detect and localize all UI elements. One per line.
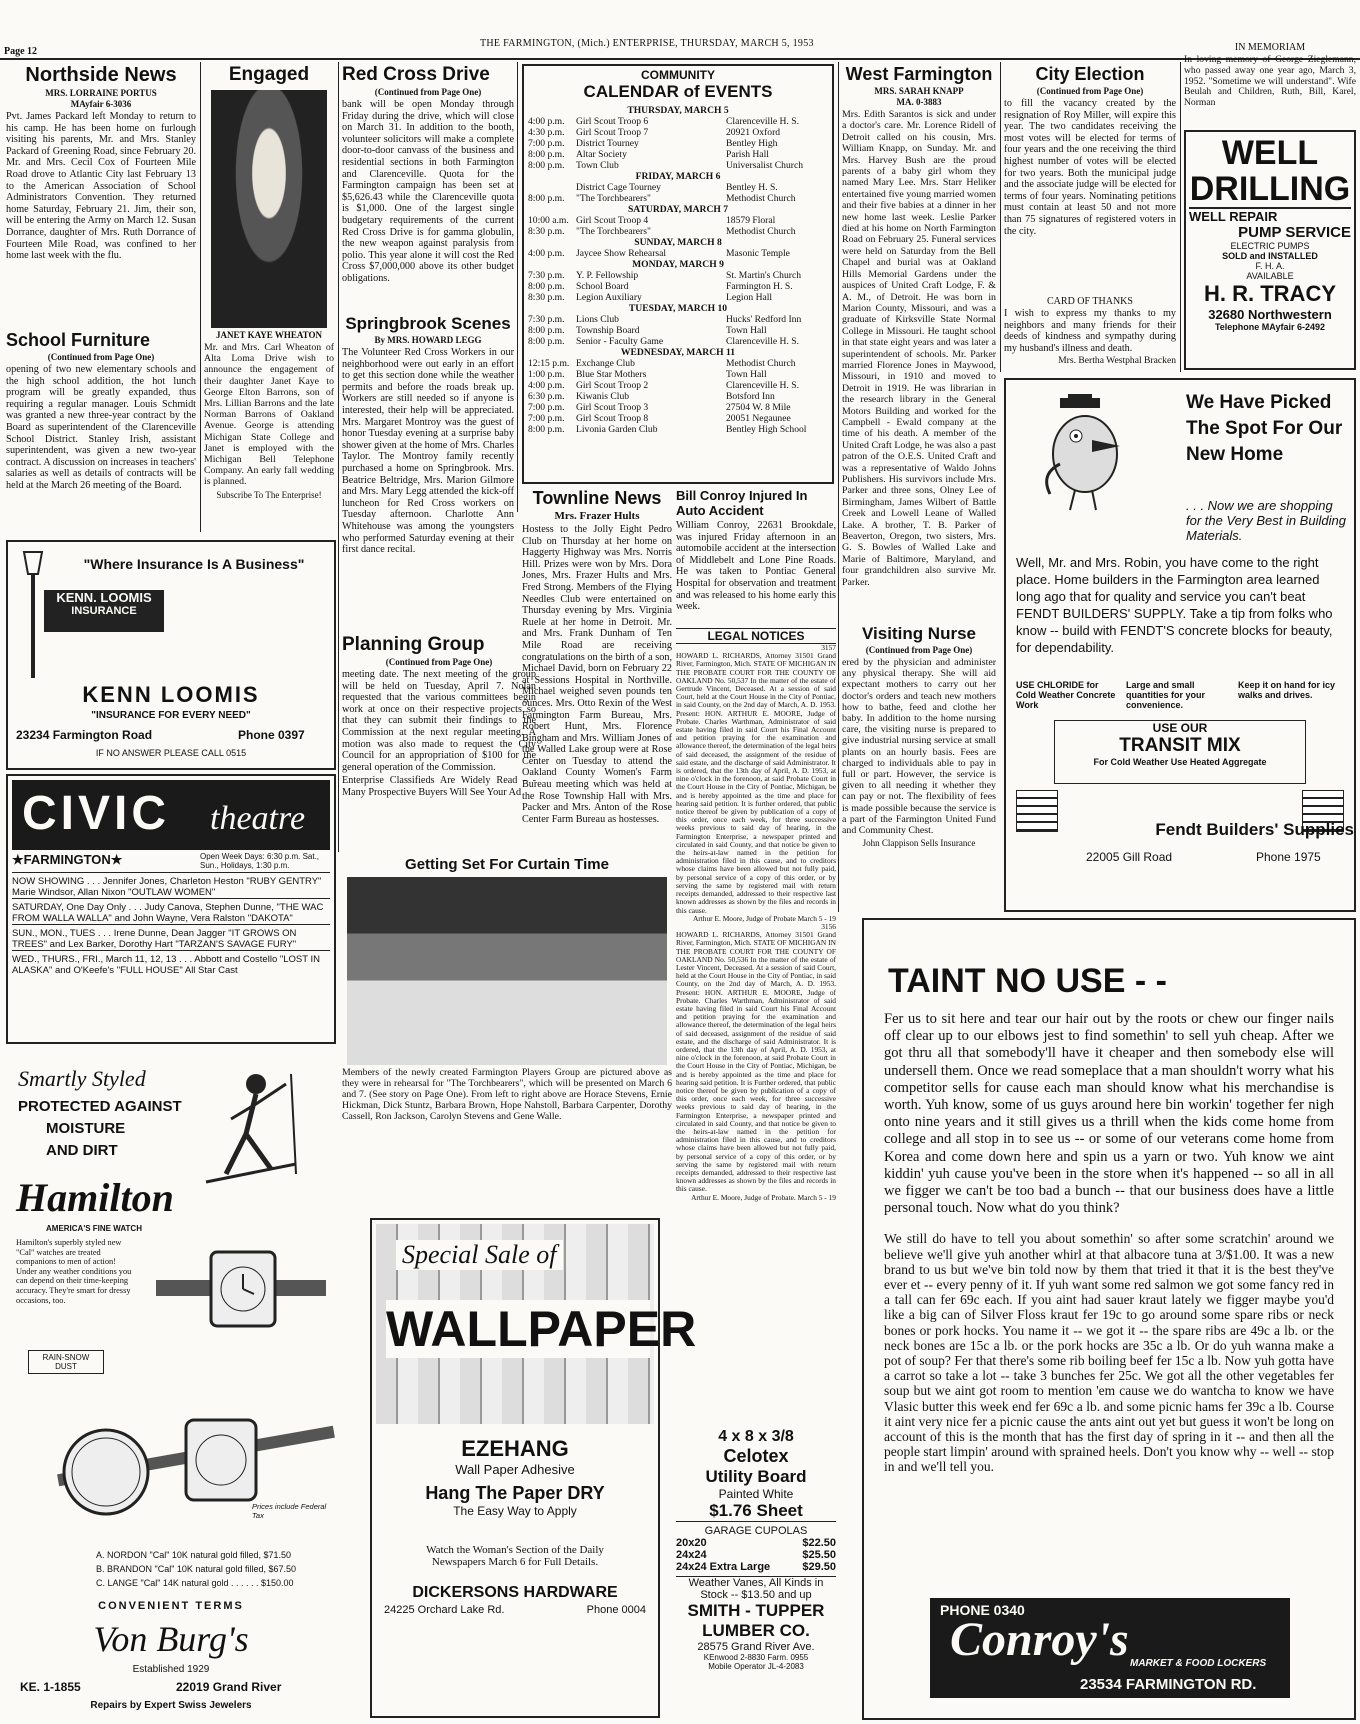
dickersons-phone: Phone 0004 <box>586 1604 646 1616</box>
planning-body: meeting date. The next meeting of the group will be held on Tuesday, April 7. Nolan requested that the various committees begin work at once on their respective projects so that they can submit their findings to the Commission at the next regular meeting. A motion was also made to request the City Council for an appropriation of $100 for the general operation of the Commission. <box>342 669 536 773</box>
newspaper-dateline: THE FARMINGTON, (Mich.) ENTERPRISE, THURSDAY, MARCH 5, 1953 <box>480 38 814 49</box>
wallpaper-special: Special Sale of <box>396 1240 563 1270</box>
townline-body: Hostess to the Jolly Eight Pedro Club on Thursday at her home on Haggerty Highway was Mrs. Norris Hill. Prizes were won by Mrs. Dora Jones, Mrs. Frazer Hults and Mrs. Fred Strong. Members of the Flying Needles Club were entertained on Thursday evening by Mrs. Virginia Ruele at her home in Detroit. Mr. and Mrs. Frank Dunham of Ten Mile Road are receiving congratulations on the birth of a son, Michael David, born on February 22 at Sessions Hospital in Northville. Michael weighed seven pounds ten ounces. Mrs. Otto Rexin of the West Farmington Farm Bureau, Mrs. Robert Hunt, Mrs. Florence Bingham and Mrs. William Jones of the Walled Lake group were at Rose Center on Tuesday to attend the Oakland County Women's Farm Bureau meeting which was held at the Rose Township Hall with Mrs. Packer and Mrs. Anton of the Rose Center Farm Bureau as hostesses. <box>522 524 672 825</box>
calendar-kicker: COMMUNITY <box>641 68 715 82</box>
fendt-builders-ad <box>1004 378 1356 912</box>
civic-banner <box>12 780 330 850</box>
event-place: Bentley H. S. <box>726 182 778 193</box>
townline-title: Townline News <box>532 488 662 508</box>
event-time: 8:00 p.m. <box>528 424 565 435</box>
event-name: Girl Scout Troop 7 <box>576 127 649 138</box>
hamilton-h1: Smartly Styled <box>18 1066 146 1091</box>
smith-tupper-phones: KEnwood 2-8830 Farm. 0955 <box>703 1653 809 1662</box>
event-time: 8:00 p.m. <box>528 281 565 292</box>
conroys-banner <box>930 1598 1290 1698</box>
planning-group <box>342 634 536 834</box>
vonburgs-est: Established 1929 <box>132 1664 210 1675</box>
thanks-title: CARD OF THANKS <box>1047 296 1133 307</box>
fendt-headline: We Have Picked The Spot For Our New Home <box>1186 392 1343 465</box>
loomis-sign <box>44 590 164 632</box>
bird-illustration-icon <box>1030 394 1140 514</box>
conroys-sub: MARKET & FOOD LOCKERS <box>1130 1658 1267 1669</box>
springbrook-byline: By MRS. HOWARD LEGG <box>374 335 482 345</box>
calendar-event-row <box>528 215 828 226</box>
event-place: Bentley High School <box>726 424 807 435</box>
hamilton-desc: Hamilton's superbly styled new "Cal" watches are treated companions to men of action! Under any weather conditions you can depend on their time-keeping accuracy. They're smart for dressy occasions, too. <box>16 1238 132 1305</box>
school-cont: (Continued from Page One) <box>47 352 155 362</box>
cupola-size: 24x24 Extra Large <box>676 1561 771 1573</box>
col-rule <box>517 62 518 512</box>
event-place: 20051 Negaunee <box>726 413 791 424</box>
calendar-event-row <box>528 292 828 303</box>
event-name: District Tourney <box>576 138 639 149</box>
legal-title: LEGAL NOTICES <box>676 628 836 644</box>
event-time: 7:30 p.m. <box>528 270 565 281</box>
garage-cupolas: GARAGE CUPOLAS <box>704 1525 808 1537</box>
convenient-terms: CONVENIENT TERMS <box>98 1600 244 1612</box>
event-name: Girl Scout Troop 6 <box>576 116 649 127</box>
legal-judge-2: Arthur E. Moore, Judge of Probate. March 5 - 19 <box>691 1192 836 1202</box>
northside-body: Pvt. James Packard left Monday to return to his camp. He has been home on furlough visiting his parents, Mr. and Mrs. Stanley Packard of Greening Road, since February 20. Mr. and Mrs. Cecil Cox of Fourteen Mile Road drove to Atlantic City last February 13 to the American Association of School Administrators Convention. They returned home Saturday, February 21. Jim, their son, will be entering the Army on March 12. Susan Dorrance, daughter of Mrs. Ruth Dorrance of Fourteen Mile Road, was confined to her home last week with the flu. <box>6 111 196 262</box>
thanks-body: I wish to express my thanks to my neighbors and many friends for their deeds of kindness and sympathy during my husband's illness and death. <box>1004 308 1176 354</box>
well-line8: AVAILABLE <box>1246 271 1294 281</box>
loomis-ad <box>6 540 336 770</box>
westfarm-phone: MA. 0-3883 <box>896 97 942 107</box>
vonburgs-phone: KE. 1-1855 <box>20 1680 81 1694</box>
legal-notices <box>676 628 836 1423</box>
event-time: 4:30 p.m. <box>528 127 565 138</box>
fendt-address: 22005 Gill Road <box>1086 850 1173 864</box>
hamilton-brand: Hamilton <box>16 1175 174 1220</box>
calendar-event-row <box>528 182 828 193</box>
event-place: 18579 Floral <box>726 215 776 226</box>
clappison-line: John Clappison Sells Insurance <box>862 838 976 849</box>
conroys-phone: PHONE 0340 <box>940 1602 1025 1618</box>
curtain-caption: Members of the newly created Farmington Players Group are pictured above as they were in rehearsal for "The Torchbearers", which will be presented on March 6 and 7. (See story on Page One). From left to right above are Horace Stevens, Ernie Hickman, Dick Stuntz, Barbara Brown, Hope Nahstoll, Barbara Carpenter, Dorothy Cassell, Ron Jackson, Carolyn Stevens and Gene Walle. <box>342 1067 672 1122</box>
ezehang-brand: EZEHANG <box>461 1436 569 1461</box>
calendar-event-row <box>528 281 828 292</box>
loomis-slogan: "Where Insurance Is A Business" <box>83 556 305 572</box>
masthead <box>0 38 1360 56</box>
taint-p2: We still do have to tell you about somethin' so after some scratchin' around we believe we'll give yuh another whirl at that albacore tuna at 3/$1.00. It was a new brand to us but we've bin told now by them that tried it that it is the best they've ever et -- every penny of it. If yuh want some red salmon we got some fancy red in a tall can fer 69c each. If you aint had sauer kraut lately we figger maybe you'd like a big can of Silver Floss kraut fer 19c to go around some spare ribs or neck bones or pork hocks. You name it -- we got it -- the spare ribs are 49c a lb. or the neck bones are 15c a lb. or the pork hocks are 35c a lb. Or do yuh wanna make a pot of soup? Fer that there's some rib boiling beef fer 15c a lb. Now yuh gotta have a carrot so take a lot -- take 3 bunches fer 25c. We got all the other vegetables fer soup but we aint got room to mention 'em cause we do wantcha to know we have Vlasic butter this week end fer 69c a lb. and some picnic hams fer 39c a lb. Course it aint very nice fer a picnic cause the ants aint out yet but guess it won't be long on account of this is the month that has the first day of spring in it -- and then all the people start limpin' around with sprained heels. Don't you know why -- well -- stop in and we'll tell you. <box>884 1231 1334 1475</box>
watch-item-b: B. BRANDON "Cal" 10K natural gold filled, $67.50 <box>96 1564 296 1574</box>
event-time <box>528 182 576 193</box>
fendt-name: Fendt Builders' Supplies <box>1155 820 1354 839</box>
event-name: "The Torchbearers" <box>576 193 651 204</box>
event-place: Clarenceville H. S. <box>726 116 799 127</box>
northside-phone: MAyfair 6-3036 <box>70 99 132 109</box>
calendar-event-row <box>528 424 828 435</box>
col-rule <box>200 62 201 532</box>
cupola-row <box>676 1549 836 1561</box>
civic-subtitle: theatre <box>210 800 306 837</box>
well-address: 32680 Northwestern <box>1208 307 1332 322</box>
calendar-event-row <box>528 248 828 259</box>
event-time: 8:30 p.m. <box>528 292 565 303</box>
memoriam-title: IN MEMORIAM <box>1234 42 1306 53</box>
event-place: St. Martin's Church <box>726 270 802 281</box>
calendar-event-row <box>528 391 828 402</box>
legal-notice-1: HOWARD L. RICHARDS, Attorney 31501 Grand River, Farmington, Mich. STATE OF MICHIGAN IN THE PROBATE COURT FOR THE COUNTY OF OAKLAND No. 50,537 In the matter of the estate of Gertrude Vincent, Deceased. At a session of said Court, held at the Court House in the City of Pontiac, in said County, on the 2nd day of March, A. D. 1953. Present: HON. ARTHUR E. MOORE, Judge of Probate. Charles Warthman, Administrator of said estate having filed in said Court his Final Account and petition praying for the examination and allowance thereof, the determination of the legal heirs of said deceased, the assignment of the residue of said estate, and the discharge of said Administrator. It is ordered, that the 13th day of April, A. D. 1953, at nine o'clock in the forenoon, at said Probate Court in the Court House in the City of Pontiac, Michigan, be and is hereby appointed as the time and place for hearing said petition. It is further ordered, that public notice thereof be given by publication of a copy of this order, once each week, for three successive weeks previous to said day of hearing, in the Farmington Enterprise, a newspaper printed and circulated in said County, and that notice be given to the heirs-at-law named in the petition for administration filed in this cause, and to creditors whose claims have been allowed but not fully paid, by personal service of a copy of this order, or by serving the same by registered mail with return receipts demanded, addressed to their respective last known addresses as shown by the files and records in this cause. <box>676 651 836 915</box>
event-name: School Board <box>576 281 629 292</box>
celotex-product: Utility Board <box>705 1467 807 1486</box>
calendar-event-row <box>528 358 828 369</box>
card-of-thanks <box>1004 296 1176 374</box>
loomis-name: KENN LOOMIS <box>82 682 260 707</box>
taint-title: TAINT NO USE - - <box>888 962 1167 1000</box>
fendt-col2: Large and small quantities for your convenience. <box>1126 680 1206 710</box>
transit-line2: TRANSIT MIX <box>1119 735 1241 756</box>
event-time: 1:00 p.m. <box>528 369 565 380</box>
event-time: 7:00 p.m. <box>528 413 565 424</box>
event-place: Masonic Temple <box>726 248 790 259</box>
springbrook-title: Springbrook Scenes <box>345 314 511 333</box>
event-name: Livonia Garden Club <box>576 424 658 435</box>
celotex-painted: Painted White <box>718 1487 794 1501</box>
dickersons-name: DICKERSONS HARDWARE <box>412 1584 618 1601</box>
event-time: 4:00 p.m. <box>528 248 565 259</box>
cupola-list <box>676 1537 836 1573</box>
well-line1: WELL <box>1221 134 1319 172</box>
vonburgs-repairs: Repairs by Expert Swiss Jewelers <box>90 1700 252 1711</box>
cupola-size: 20x20 <box>676 1537 707 1549</box>
well-name: H. R. TRACY <box>1204 281 1336 306</box>
event-name: Girl Scout Troop 8 <box>576 413 649 424</box>
conroy-accident <box>676 488 836 628</box>
calendar-event-row <box>528 336 828 347</box>
dickersons-contact <box>376 1602 654 1618</box>
westfarm-byline: MRS. SARAH KNAPP <box>874 86 964 96</box>
event-place: Clarenceville H. S. <box>726 336 799 347</box>
well-line3: WELL REPAIR <box>1189 209 1278 224</box>
civic-sun-tues: SUN., MON., TUES . . . Irene Dunne, Dean Jagger "IT GROWS ON TREES" and Lex Barker, Dorothy Hart "TARZAN'S SAVAGE FURY" <box>12 928 330 951</box>
event-place: Town Hall <box>726 369 767 380</box>
transit-line3: For Cold Weather Use Heated Aggregate <box>1093 757 1267 767</box>
conroy-title: Bill Conroy Injured In Auto Accident <box>676 488 808 518</box>
calendar-event-row <box>528 138 828 149</box>
engaged-body: Mr. and Mrs. Carl Wheaton of Alta Loma Drive wish to announce the engagement of their daughter Janet Kaye to George Elton Barrons, son of Mrs. Lillian Barrons and the late Norman Barrons of Oakland Avenue. George is attending Michigan State College and Janet is employed with the Michigan Bell Telephone Company. An early fall wedding is planned. <box>204 342 334 488</box>
event-place: Methodist Church <box>726 358 796 369</box>
calendar-day-heading: FRIDAY, MARCH 6 <box>635 171 721 182</box>
legal-num-1: 3157 <box>821 643 836 652</box>
page-number: Page 12 <box>4 46 38 57</box>
election-cont: (Continued from Page One) <box>1036 86 1144 96</box>
calendar-day-heading: MONDAY, MARCH 9 <box>632 259 724 270</box>
smith-tupper-ad <box>676 1428 836 1720</box>
loomis-address: 23234 Farmington Road <box>16 728 153 742</box>
event-name: Jaycee Show Rehearsal <box>576 248 667 259</box>
calendar-event-row <box>528 149 828 160</box>
in-memoriam <box>1184 42 1356 128</box>
calendar-event-row <box>528 380 828 391</box>
engagement-photo <box>211 90 327 328</box>
redcross-title: Red Cross Drive <box>342 64 490 85</box>
engaged <box>204 64 334 534</box>
event-time: 7:30 p.m. <box>528 314 565 325</box>
hamilton-brandsub: AMERICA'S FINE WATCH <box>46 1224 142 1233</box>
calendar-day-heading: THURSDAY, MARCH 5 <box>627 105 729 116</box>
calendar-event-row <box>528 369 828 380</box>
transit-line1: USE OUR <box>1152 721 1208 735</box>
adhesive-line: Wall Paper Adhesive <box>455 1462 575 1477</box>
springbrook-body: The Volunteer Red Cross Workers in our neighborhood were out early in an effort to get this section done while the weather permits and before the roads break up. Workers are still needed so if anyone is interested, their help will be appreciated. Mrs. Margaret Montroy was the guest of honor Tuesday evening at a surprise baby shower given at the home of Mrs. Charles Taylor. The Montroy family recently purchased a home on Springbrook. Mrs. Beatrice Beltridge, Mrs. Marion Gilmore and Mrs. Mary Legg attended the kick-off luncheon for Red Cross workers on Tuesday afternoon. Charlotte Ann Whitehouse was among the youngsters who performed Saturday evening at their first dance recital. <box>342 347 514 556</box>
event-time: 10:00 a.m. <box>528 215 569 226</box>
well-line6: SOLD and INSTALLED <box>1222 251 1318 261</box>
event-time: 6:30 p.m. <box>528 391 565 402</box>
event-name: Exchange Club <box>576 358 635 369</box>
vonburgs-address: 22019 Grand River <box>176 1680 282 1694</box>
celotex-brand: Celotex <box>723 1446 789 1466</box>
hamilton-vonburgs-ad <box>6 1060 336 1720</box>
col-rule <box>1180 62 1181 372</box>
rain-snow-dust-badge: RAIN-SNOW DUST <box>28 1350 104 1374</box>
skier-illustration-icon <box>176 1064 326 1194</box>
westfarm-body: Mrs. Edith Sarantos is sick and under a doctor's care. Mr. Lorence Ridell of Detroit called on his cousin, Mrs. William Knapp, on Sunday. Mr. and Mrs. Harvey Bush are the proud parents of a baby girl whom they named Mary Lee. Mrs. Starr Heliker entertained five young married women and their five babies at a dinner in her new home last week. Leslie Parker died at his home on North Farmington Road on February 25. Funeral services were held on Saturday from the Bell Chapel and burial was at Oakland Hills Memorial Gardens under the auspices of United Craft Lodge, F. & A. M., of Detroit. He was born in Marion County, Missouri, and was a graduate of Kirksville State Normal College in Missouri. He taught school in that state eight years and was later a superintendent of schools. Mr. Parker married Florence Jones in Maywood, Missouri, in 1910 and moved to Detroit in 1919. He was librarian in the research library in the General Motors Building and worked for the Campbell - Ewald company at the time of his death. A member of the United Craft Lodge, he was also a past patron of the O.E.S. United Craft and was a representative of Waldo Johns Publishers. His survivors include Mrs. Parker and three sons, Olney Lee of Birmingham, James Wilbert of Battle Creek and Lowell Leane of Walled Lake. A brother, T. B. Parker of Beaverton, Oregon, two sisters, Mrs. G. S. Bowles of Walled Lake and Marie of Baltimore, Maryland, and four grandchildren also survive Mr. Parker. <box>842 109 996 588</box>
transit-mix-box <box>1054 720 1306 784</box>
celotex-size: 4 x 8 x 3/8 <box>718 1428 794 1445</box>
visiting-nurse <box>842 624 996 914</box>
event-time: 8:00 p.m. <box>528 325 565 336</box>
hamilton-h3: MOISTURE <box>46 1120 126 1137</box>
engaged-caption: JANET KAYE WHEATON <box>215 330 323 340</box>
townline-news <box>522 488 672 853</box>
conroy-body: William Conroy, 22631 Brookdale, was injured Friday afternoon in an automobile accident at the intersection of Middlebelt and Lone Pine Roads. He was taken to Pontiac General Hospital for observation and treatment and was released to his home early this week. <box>676 520 836 613</box>
fendt-phone: Phone 1975 <box>1256 850 1321 864</box>
legal-num-2: 3156 <box>821 921 836 931</box>
event-place: Methodist Church <box>726 226 796 237</box>
calendar-day-heading: SUNDAY, MARCH 8 <box>634 237 722 248</box>
calendar-day-heading: SATURDAY, MARCH 7 <box>627 204 729 215</box>
event-place: Clarenceville H. S. <box>726 380 799 391</box>
event-place: Legion Hall <box>726 292 773 303</box>
calendar-event-row <box>528 402 828 413</box>
event-time: 8:00 p.m. <box>528 160 565 171</box>
col-rule <box>1000 62 1001 372</box>
taint-p1: Fer us to sit here and tear our hair out by the roots or chew our finger nails off clear up to our elbows jest to find somethin' to sell yuh cheap. After we got thru all that somebody'll have it cheaper and then somebody else will undersell them. Once we read someplace that a man shouldn't worry what his competitor sells for cause each man should know what his merchandise is worth. Yuh know, some of us guys around here bin workin' together fer nigh onto nine years and it still gives us a thrill when the kids come home from college and all stop in to see us -- or some of our veterans come home from Korea and come down here and spin us a yarn or two. Yuh know we aint kiddin' yuh cause you've been in the store when it's happened -- so all in all we figger we can't be too bad a bunch -- that our business does have a little personal touch. Now what do you think? <box>884 1011 1334 1217</box>
cupola-row <box>676 1561 836 1573</box>
event-place: Parish Hall <box>726 149 769 160</box>
weather-vanes: Weather Vanes, All Kinds in Stock -- $13.50 and up <box>676 1576 836 1601</box>
event-name: Blue Star Mothers <box>576 369 647 380</box>
wallpaper-big: WALLPAPER <box>386 1301 697 1357</box>
classifieds-note: Enterprise Classifieds Are Widely Read - - Many Prospective Buyers Will See Your Ad <box>342 775 536 798</box>
well-drilling-ad <box>1184 130 1356 370</box>
civic-saturday: SATURDAY, One Day Only . . . Judy Canova, Stephen Dunne, "THE WAC FROM WALLA WALLA" and John Wayne, Vera Ralston "DAKOTA" <box>12 902 330 925</box>
event-time: 8:30 p.m. <box>528 226 565 237</box>
dickersons-address: 24225 Orchard Lake Rd. <box>384 1604 505 1616</box>
springbrook-scenes <box>342 314 514 644</box>
watch-item-a: A. NORDON "Cal" 10K natural gold filled, $71.50 <box>96 1550 291 1560</box>
loomis-sign-line2: INSURANCE <box>71 605 137 617</box>
event-name: Y. P. Fellowship <box>576 270 639 281</box>
calendar-day-heading: WEDNESDAY, MARCH 11 <box>620 347 736 358</box>
civic-title: CIVIC <box>22 787 171 840</box>
lamp-post-icon <box>20 548 46 678</box>
fendt-body: Well, Mr. and Mrs. Robin, you have come to the right place. Home builders in the Farmington area learned long ago that for quality and service you can't beat FENDT BUILDERS' SUPPLY. Take a tip from folks who know -- build with FENDT'S concrete blocks for beauty, for dependability. <box>1016 555 1333 655</box>
loomis-phone: Phone 0397 <box>238 728 305 742</box>
calendar-event-row <box>528 226 828 237</box>
watch-item-c: C. LANGE "Cal" 14K natural gold . . . . . . $150.00 <box>96 1578 294 1588</box>
civic-wed-fri: WED., THURS., FRI., March 11, 12, 13 . . . Abbott and Costello "LOST IN ALASKA" and O'Keefe's "FULL HOUSE" All Star Cast <box>12 954 321 976</box>
calendar-event-row <box>528 325 828 336</box>
west-farmington <box>842 64 996 624</box>
calendar-day-heading: TUESDAY, MARCH 10 <box>628 303 728 314</box>
event-name: Lions Club <box>576 314 619 325</box>
engaged-title: Engaged <box>228 64 310 85</box>
well-line7: F. H. A. <box>1255 261 1285 271</box>
event-time: 7:00 p.m. <box>528 138 565 149</box>
fendt-col3: Keep it on hand for icy walks and drives. <box>1238 680 1336 700</box>
conroys-market-ad <box>862 918 1356 1720</box>
calendar-of-events <box>522 64 834 484</box>
hamilton-h4: AND DIRT <box>46 1142 118 1159</box>
redcross-body: bank will be open Monday through Friday during the drive, which will close on March 31. In addition to the booth, volunteer solicitors will make a complete door-to-door canvass of the business and residential sections in both Farmington and Clarenceville. Quota for the Farmington campaign has been set at $5,626.43 while the Clarenceville quota is $1,000. One of the largest single budgetary requirements of the current Red Cross Drive is for gamma globulin, the new weapon against paralysis from polio. This year alone it will cost the Red Cross $7,000,000 above its other budget obligations. <box>342 99 514 284</box>
civic-now-showing: NOW SHOWING . . . Jennifer Jones, Charleton Heston "RUBY GENTRY" Marie Windsor, Allan Nixon "OUTLAW WOMEN" <box>12 876 330 899</box>
watch-note: Watch the Woman's Section of the Daily Newspapers March 6 for Full Details. <box>426 1544 604 1568</box>
city-election <box>1004 64 1176 294</box>
event-time: 4:00 p.m. <box>528 116 565 127</box>
redcross-cont: (Continued from Page One) <box>374 87 482 97</box>
red-cross-drive <box>342 64 514 314</box>
well-line2: DRILLING <box>1189 170 1351 208</box>
event-time: 8:00 p.m. <box>528 193 565 204</box>
calendar-event-row <box>528 193 828 204</box>
watch-a-icon <box>156 1240 326 1340</box>
event-name: Altar Society <box>576 149 627 160</box>
loomis-sign-line1: KENN. LOOMIS <box>56 590 152 605</box>
memoriam-body: In loving memory of George Zieglemann, who passed away one year ago, March 3, 1952. "Sometime we will understand". Wife Beulah and Children, Ruth, Bill, Karel, Norman <box>1184 54 1356 109</box>
northside-title: Northside News <box>25 64 177 86</box>
event-time: 8:00 p.m. <box>528 336 565 347</box>
event-name: Legion Auxiliary <box>576 292 642 303</box>
cupola-size: 24x24 <box>676 1549 707 1561</box>
calendar-event-row <box>528 116 828 127</box>
event-name: Girl Scout Troop 2 <box>576 380 649 391</box>
hang-dry-line: Hang The Paper DRY <box>425 1483 605 1503</box>
election-title: City Election <box>1035 64 1145 84</box>
planning-cont: (Continued from Page One) <box>385 657 493 667</box>
event-time: 7:00 p.m. <box>528 402 565 413</box>
loomis-tag: "INSURANCE FOR EVERY NEED" <box>91 710 251 721</box>
school-body: opening of two new elementary schools and the high school addition, the hot lunch program will be greatly expanded, thus requiring a regular manager. Louis Schmidt was granted a new three-year contract by the Board as superintendent of the Clarenceville School District. Stanley Irish, assistant superintendent, was given a new two-year contract. A discussion on increases in teachers' salaries as well as details of contracts will be held at the March 26 meeting of the Board. <box>6 364 196 491</box>
event-name: District Cage Tourney <box>576 182 661 193</box>
visiting-cont: (Continued from Page One) <box>865 645 973 655</box>
calendar-event-row <box>528 160 828 171</box>
event-place: Hucks' Redford Inn <box>726 314 802 325</box>
legal-notice-2: HOWARD L. RICHARDS, Attorney 31501 Grand River, Farmington, Mich. STATE OF MICHIGAN IN THE PROBATE COURT FOR THE COUNTY OF OAKLAND No. 50,536 In the matter of the estate of Lester Vincent, Deceased. At a session of said Court, held at the Court House in the City of Pontiac, in said County, on the 2nd day of March, A. D. 1953. Present: HON. ARTHUR E. MOORE, Judge of Probate. Charles Warthman, Administrator of said estate having filed in said Court his Final Account and petition praying for the examination and allowance thereof, the determination of the legal heirs of said deceased, assignment of the residue of said estate, and the discharge of said Administrator. It is ordered, that the 13th day of April, A. D. 1953, at nine o'clock in the forenoon, at said Probate Court in the Court House in the City of Pontiac, Michigan, be and is hereby appointed as the time and place for hearing said petition. It is Further ordered, that public notice thereof be given by publication of a copy of this order, once each week, for three successive weeks previous to said day of hearing, in the Farmington Enterprise, a newspaper printed and circulated in said County, and that notice be given to the heirs-at-law named in the petition for administration filed in this cause, and to creditors whose claims have been allowed but not fully paid, by personal service of a copy of this order, or by serving the same by registered mail with return receipts demanded, addressed to their respective last known addresses as shown by the files and records in this cause. <box>676 930 836 1194</box>
legal-judge-1: Arthur E. Moore, Judge of Probate March 5 - 19 <box>692 913 836 923</box>
block-icon <box>1016 790 1058 832</box>
col-rule <box>838 62 839 912</box>
event-place: Methodist Church <box>726 193 796 204</box>
civic-theatre-ad <box>6 774 336 1044</box>
cupola-price: $22.50 <box>802 1537 836 1549</box>
calendar-event-row <box>528 270 828 281</box>
calendar-event-row <box>528 314 828 325</box>
fendt-sub: . . . Now we are shopping for the Very Best in Building Materials. <box>1186 498 1346 543</box>
easy-apply-line: The Easy Way to Apply <box>453 1504 577 1518</box>
conroys-address: 23534 FARMINGTON RD. <box>1080 1676 1257 1693</box>
cupola-price: $29.50 <box>802 1561 836 1573</box>
fendt-col1: USE CHLORIDE for Cold Weather Concrete Work <box>1016 680 1116 710</box>
planning-title: Planning Group <box>342 634 485 655</box>
cupola-price: $25.50 <box>802 1549 836 1561</box>
vonburgs-name: Von Burg's <box>93 1619 249 1659</box>
election-body: to fill the vacancy created by the resignation of Roy Miller, will expire this year. The two candidates receiving the most votes will be elected for terms of four years and the one receiving the third highest number of votes will be elected for two years. Both the municipal judge and the associate judge will be elected for terms of four years. Nominating petitions must contain at least 50 and not more than 75 signatures of registered voters in the city. <box>1004 98 1176 237</box>
visiting-title: Visiting Nurse <box>862 624 976 643</box>
prices-note: Prices include Federal Tax <box>252 1502 327 1520</box>
event-place: Bentley High <box>726 138 778 149</box>
event-place: 20921 Oxford <box>726 127 781 138</box>
smith-tupper-address: 28575 Grand River Ave. <box>697 1641 815 1653</box>
event-place: Botsford Inn <box>726 391 775 402</box>
well-line4: PUMP SERVICE <box>1238 224 1351 241</box>
event-place: 27504 W. 8 Mile <box>726 402 791 413</box>
top-rule <box>0 58 1360 60</box>
townline-byline: Mrs. Frazer Hults <box>554 510 640 522</box>
civic-hours: Open Week Days: 6:30 p.m. Sat., Sun., Holidays, 1:30 p.m. <box>200 852 320 870</box>
northside-news <box>6 64 196 324</box>
loomis-noanswer: IF NO ANSWER PLEASE CALL 0515 <box>95 748 247 758</box>
civic-town: ★FARMINGTON★ <box>12 852 123 867</box>
event-place: Town Hall <box>726 325 767 336</box>
event-name: Senior - Faculty Game <box>576 336 664 347</box>
well-line5: ELECTRIC PUMPS <box>1230 241 1310 251</box>
curtain-title: Getting Set For Curtain Time <box>405 856 609 873</box>
subscribe-line: Subscribe To The Enterprise! <box>216 489 322 500</box>
thanks-signed: Mrs. Bertha Westphal Bracken <box>1058 355 1176 367</box>
cupola-row <box>676 1537 836 1549</box>
event-time: 4:00 p.m. <box>528 380 565 391</box>
celotex-price: $1.76 Sheet <box>676 1501 836 1522</box>
event-name: Girl Scout Troop 3 <box>576 402 649 413</box>
event-name: Town Club <box>576 160 619 171</box>
event-name: Township Board <box>576 325 640 336</box>
event-time: 12:15 p.m. <box>528 358 570 369</box>
school-furniture <box>6 330 196 530</box>
smith-tupper-line2: LUMBER CO. <box>702 1621 810 1640</box>
event-time: 8:00 p.m. <box>528 149 565 160</box>
well-phone: Telephone MAyfair 6-2492 <box>1214 322 1326 332</box>
hamilton-h2: PROTECTED AGAINST <box>18 1098 182 1115</box>
wallpaper-rolls <box>376 1224 697 1424</box>
calendar-event-row <box>528 127 828 138</box>
visiting-body: ered by the physician and administer any physical therapy. She will aid expectant mothers to carry out her doctor's orders and teach new mothers how to bathe, feed and clothe her baby. In addition to the home nursing care, the visiting nurse is prepared to give industrial nursing service at small plants on an hourly basis. Fees are charged to individuals able to pay in full or part. However, the service is given to all needing it whether they can pay or not. The flexibility of fees is made possible because the service is a part of the Farmington United Fund and Community Chest. <box>842 657 996 837</box>
col-rule <box>338 62 339 852</box>
rehearsal-photo <box>347 877 667 1065</box>
smith-tupper-mobile: Mobile Operator JL-4-2083 <box>708 1662 804 1671</box>
calendar-title: CALENDAR of EVENTS <box>583 82 773 101</box>
event-place: Universalist Church <box>726 160 804 171</box>
northside-byline: MRS. LORRAINE PORTUS <box>45 88 157 98</box>
curtain-time <box>342 852 672 1202</box>
conroys-name: Conroy's <box>950 1613 1129 1666</box>
civic-info-bar <box>12 850 330 873</box>
event-name: Kiwanis Club <box>576 391 630 402</box>
school-title: School Furniture <box>6 330 150 350</box>
calendar-event-row <box>528 413 828 424</box>
event-name: "The Torchbearers" <box>576 226 651 237</box>
calendar-list <box>528 105 828 435</box>
event-name: Girl Scout Troop 4 <box>576 215 649 226</box>
event-place: Farmington H. S. <box>726 281 793 292</box>
westfarm-title: West Farmington <box>845 64 993 84</box>
smith-tupper-line1: SMITH - TUPPER <box>687 1601 825 1620</box>
